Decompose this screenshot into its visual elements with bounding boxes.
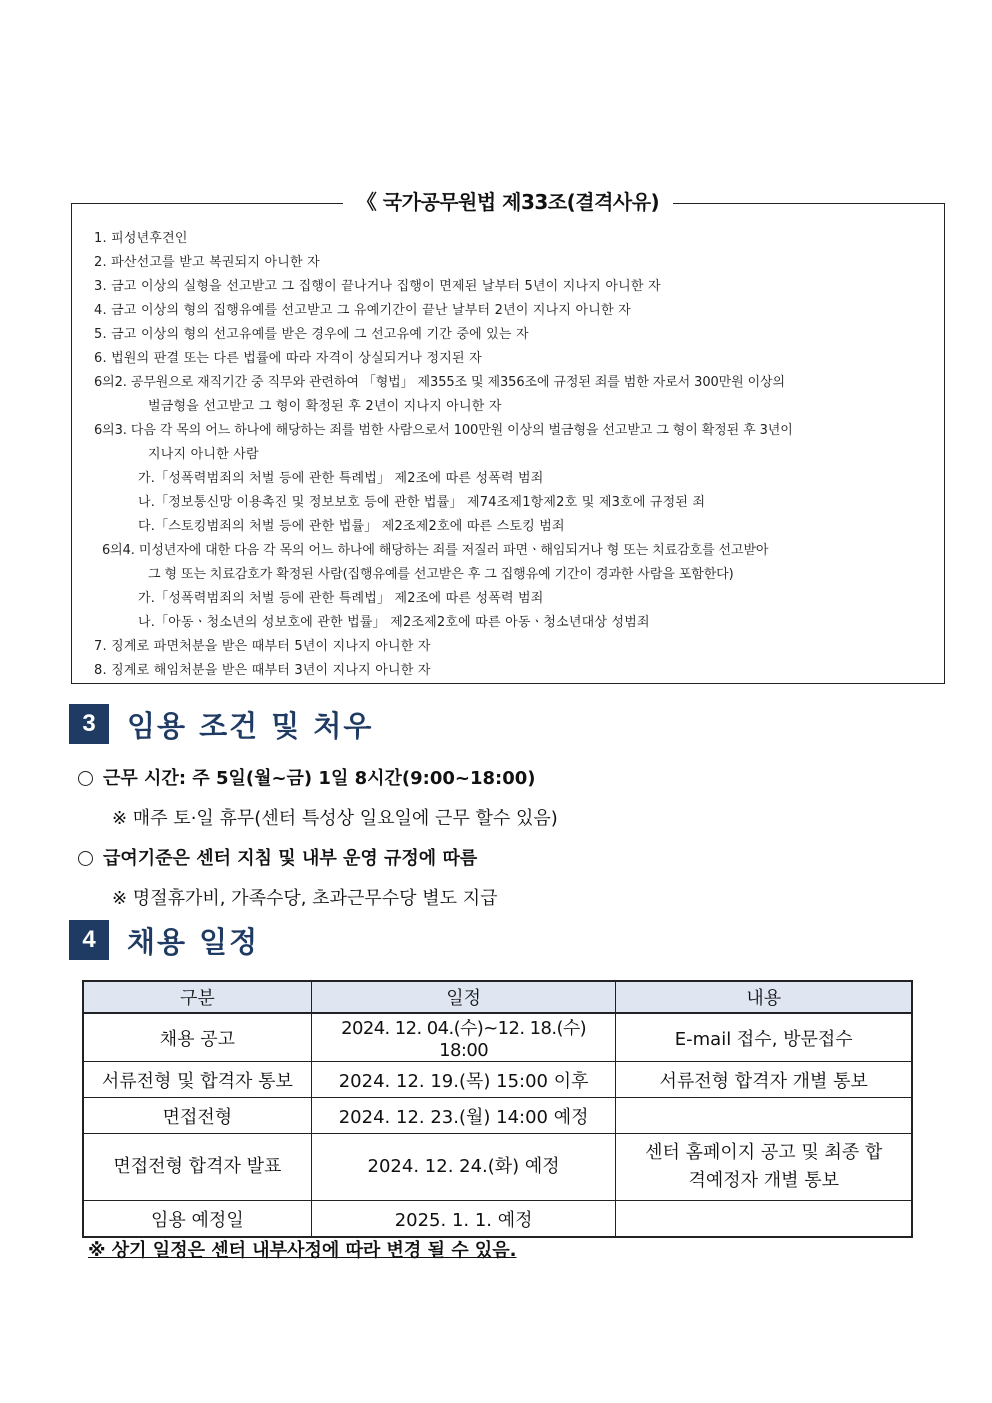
table-row [83,1062,912,1098]
table-row [83,1098,912,1134]
table-cell [616,1201,912,1238]
disqualification-box [71,190,945,684]
salary-item [78,844,477,870]
law-line: 1. 피성년후견인 [94,231,188,246]
law-line: 4. 금고 이상의 형의 집행유예를 선고받고 그 유예기간이 끝난 날부터 2년이 지나지 아니한 자 [94,303,631,318]
salary-note: ※ 명절휴가비, 가족수당, 초과근무수당 별도 지급 [112,888,498,909]
law-line: 지나지 아니한 사람 [148,447,259,462]
law-box-title [72,187,944,217]
schedule-footnote: ※ 상기 일정은 센터 내부사정에 따라 변경 될 수 있음. [88,1240,517,1261]
law-line: 6의4. 미성년자에 대한 다음 각 목의 어느 하나에 해당하는 죄를 저질러 파면ㆍ해임되거나 형 또는 치료감호를 선고받아 [102,543,769,558]
table-cell: 면접전형 합격자 발표 [83,1134,311,1201]
law-line: 나.「아동ㆍ청소년의 성보호에 관한 법률」 제2조제2호에 따른 아동ㆍ청소년대상 성범죄 [138,615,650,630]
table-cell: 2024. 12. 19.(목) 15:00 이후 [311,1062,616,1098]
table-cell: 센터 홈페이지 공고 및 최종 합격예정자 개별 통보 [616,1134,912,1201]
column-header: 일정 [311,981,616,1013]
law-line: 가.「성폭력범죄의 처벌 등에 관한 특례법」 제2조에 따른 성폭력 범죄 [138,471,544,486]
table-row [83,1201,912,1238]
work-hours-note: ※ 매주 토·일 휴무(센터 특성상 일요일에 근무 할수 있음) [112,808,558,829]
table-cell: 임용 예정일 [83,1201,311,1238]
law-line: 2. 파산선고를 받고 복권되지 아니한 자 [94,255,320,270]
table-cell: 서류전형 및 합격자 통보 [83,1062,311,1098]
law-line: 7. 징계로 파면처분을 받은 때부터 5년이 지나지 아니한 자 [94,639,431,654]
law-line: 3. 금고 이상의 실형을 선고받고 그 집행이 끝나거나 집행이 면제된 날부터 5년이 지나지 아니한 자 [94,279,661,294]
section-3-heading [69,704,373,744]
salary-text: 급여기준은 센터 지침 및 내부 운영 규정에 따름 [103,848,478,869]
column-header: 구분 [83,981,311,1013]
column-header: 내용 [616,981,912,1013]
table-row [83,1013,912,1062]
work-hours-item [78,764,536,790]
table-header-row [83,981,912,1013]
law-title-text: 《 국가공무원법 제33조(결격사유) [343,190,673,214]
table-cell: 2024. 12. 04.(수)~12. 18.(수) 18:00 [311,1013,616,1062]
circle-bullet-icon [78,851,93,866]
law-line: 5. 금고 이상의 형의 선고유예를 받은 경우에 그 선고유예 기간 중에 있는 자 [94,327,529,342]
law-line: 가.「성폭력범죄의 처벌 등에 관한 특례법」 제2조에 따른 성폭력 범죄 [138,591,544,606]
table-cell: 2024. 12. 24.(화) 예정 [311,1134,616,1201]
table-cell: 2024. 12. 23.(월) 14:00 예정 [311,1098,616,1134]
law-line: 6의3. 다음 각 목의 어느 하나에 해당하는 죄를 범한 사람으로서 100만원 이상의 벌금형을 선고받고 그 형이 확정된 후 3년이 [94,423,793,438]
table-row [83,1134,912,1201]
table-cell: E-mail 접수, 방문접수 [616,1013,912,1062]
table-cell: 2025. 1. 1. 예정 [311,1201,616,1238]
section-number: 4 [69,920,109,960]
law-line: 6의2. 공무원으로 재직기간 중 직무와 관련하여 「형법」 제355조 및 제356조에 규정된 죄를 범한 자로서 300만원 이상의 [94,375,785,390]
law-line: 다.「스토킹범죄의 처벌 등에 관한 법률」 제2조제2호에 따른 스토킹 범죄 [138,519,565,534]
table-cell [616,1098,912,1134]
section-4-heading [69,920,259,960]
law-line: 벌금형을 선고받고 그 형이 확정된 후 2년이 지나지 아니한 자 [148,399,502,414]
table-cell: 채용 공고 [83,1013,311,1062]
law-line: 나.「정보통신망 이용촉진 및 정보보호 등에 관한 법률」 제74조제1항제2호 및 제3호에 규정된 죄 [138,495,706,510]
law-line: 8. 징계로 해임처분을 받은 때부터 3년이 지나지 아니한 자 [94,663,431,678]
section-number: 3 [69,704,109,744]
table-cell: 서류전형 합격자 개별 통보 [616,1062,912,1098]
circle-bullet-icon [78,771,93,786]
section-title: 채용 일정 [127,924,260,959]
law-line: 6. 법원의 판결 또는 다른 법률에 따라 자격이 상실되거나 정지된 자 [94,351,482,366]
work-hours-text: 근무 시간: 주 5일(월~금) 1일 8시간(9:00~18:00) [103,768,536,789]
section-title: 임용 조건 및 처우 [127,708,374,743]
table-cell: 면접전형 [83,1098,311,1134]
schedule-table [82,980,913,1238]
law-line: 그 형 또는 치료감호가 확정된 사람(집행유예를 선고받은 후 그 집행유예 기간이 경과한 사람을 포함한다) [148,567,734,582]
